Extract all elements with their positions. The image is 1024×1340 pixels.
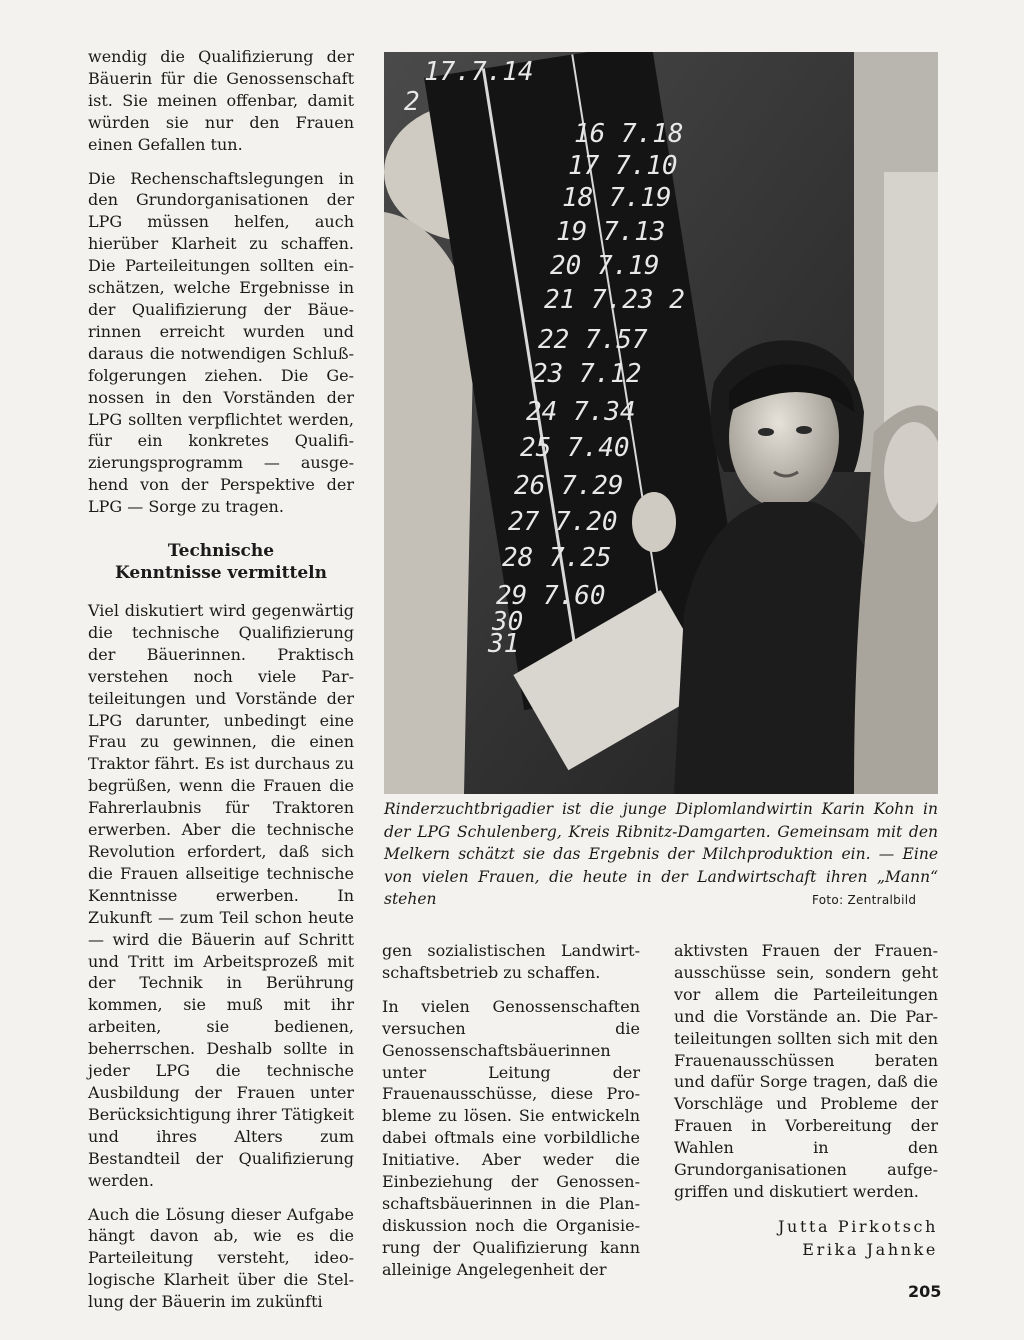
left-paragraph-3: Viel diskutiert wird gegenwärtig die technische Qualifizierung der Bäuerinnen. Praktisch verstehen noch viele Parteileitungen und Vorstände der LPG darunter, unbedingt eine Frau zu gewinnen, die einen Traktor fährt. Es ist durchaus zu begrüßen, wenn die Frauen die Fahrerlaubnis für Traktoren erwerben. Aber die technische Revolution erfordert, daß sich die Frauen allseitige technische Kenntnisse erwerben. In Zukunft — zum Teil schon heute — wird die Bäuerin auf Schritt und Tritt im Arbeitsprozeß mit der Technik in Berührung kommen, sie muß mit ihr arbeiten, sie bedienen, beherrschen. Deshalb sollte in jeder LPG die technische Ausbildung der Frauen unter Berücksichtigung ihrer Tätigkeit und ihres Alters zum Bestandteil der Qualifizierung werden.: [88, 601, 354, 1190]
photo: [384, 52, 938, 794]
board-entry: 19 7.13: [556, 217, 666, 247]
board-entry: 22 7.57: [538, 325, 648, 355]
board-entry: 24 7.34: [526, 397, 636, 427]
section-heading-line-2: Kenntnisse vermitteln: [115, 563, 327, 584]
photo-illustration: [384, 52, 938, 794]
board-entry: 28 7.25: [502, 543, 612, 573]
right-paragraph-1: aktivsten Frauen der Frauenausschüsse sein, sondern geht vor allem die Parteileitungen und die Vorstände an. Die Parteileitungen sollten sich mit den Frauenausschüssen beraten und dafür Sorge tragen, daß die Vorschläge und Probleme der Frauen in Vorbereitung der Wahlen in den Grundorganisationen aufgegriffen und diskutiert werden.: [674, 941, 938, 1201]
author-name: Erika Jahnke: [802, 1239, 938, 1259]
right-column: [674, 940, 938, 1261]
photo-caption: Rinderzuchtbrigadier ist die junge Diplomlandwirtin Karin Kohn in der LPG Schulenberg, Kreis Ribnitz-Damgarten. Gemeinsam mit den Melkern schätzt sie das Ergebnis der Milchproduktion ein. — Eine von vielen Frauen, die heute in der Landwirtschaft ihren „Mann“ stehen: [384, 800, 938, 908]
board-entry: 21 7.23 2: [544, 285, 685, 315]
board-entry: 16 7.18: [574, 119, 684, 149]
left-column: [88, 46, 354, 1325]
author-name: Jutta Pirkotsch: [778, 1216, 938, 1236]
board-entry: 26 7.29: [514, 471, 624, 501]
photo-credit: Foto: Zentralbild: [812, 893, 917, 907]
authors: [674, 1215, 938, 1261]
board-entry: 31: [488, 629, 520, 659]
board-entry: 20 7.19: [550, 251, 660, 281]
board-entry: 27 7.20: [508, 507, 618, 537]
section-heading-line-1: Technische: [167, 541, 275, 562]
board-entry: 17 7.10: [568, 151, 678, 181]
left-paragraph-2: Die Rechenschaftslegungen in den Grundorganisationen der LPG müssen helfen, auch hierüber Klarheit zu schaffen. Die Parteileitungen sollten einschätzen, welche Ergebnisse in der Qualifizierung der Bäuerinnen erreicht wurden und daraus die notwendigen Schlußfolgerungen ziehen. Die Genossen in den Vorständen der LPG sollten verpflichtet werden, für ein konkretes Qualifizierungsprogramm — ausgehend von der Perspektive der LPG — Sorge zu tragen.: [88, 168, 354, 517]
middle-column: [382, 940, 640, 1293]
board-entry: 2: [404, 87, 420, 117]
left-paragraph-1: wendig die Qualifizierung der Bäuerin für die Genossenschaft ist. Sie meinen offenbar, damit würden sie nur den Frauen einen Gefallen tun.: [88, 47, 354, 154]
board-entry: 18 7.19: [562, 183, 672, 213]
left-paragraph-4: Auch die Lösung dieser Aufgabe hängt davon ab, wie es die Parteileitung versteht, ideologische Klarheit über die Stellung der Bäuerin im zukünfti: [88, 1204, 354, 1312]
board-entry: 29 7.60: [496, 581, 606, 611]
section-heading: [88, 540, 354, 584]
board-entry: 25 7.40: [520, 433, 630, 463]
board-entry: 17.7.14: [424, 57, 534, 87]
board-entry: 30: [492, 607, 524, 637]
board-entry: 23 7.12: [532, 359, 642, 389]
page-number: 205: [908, 1282, 942, 1301]
middle-paragraph-1: gen sozialistischen Landwirtschaftsbetrieb zu schaffen.: [382, 941, 640, 982]
middle-paragraph-2: In vielen Genossenschaften versuchen die Genossenschaftsbäuerinnen unter Leitung der Frauenausschüsse, diese Probleme zu lösen. Sie entwickeln dabei oftmals eine vorbildliche Initiative. Aber weder die Einbeziehung der Genossenschaftsbäuerinnen in die Plandiskussion noch die Organisierung der Qualifizierung kann alleinige Angelegenheit der: [382, 996, 640, 1279]
